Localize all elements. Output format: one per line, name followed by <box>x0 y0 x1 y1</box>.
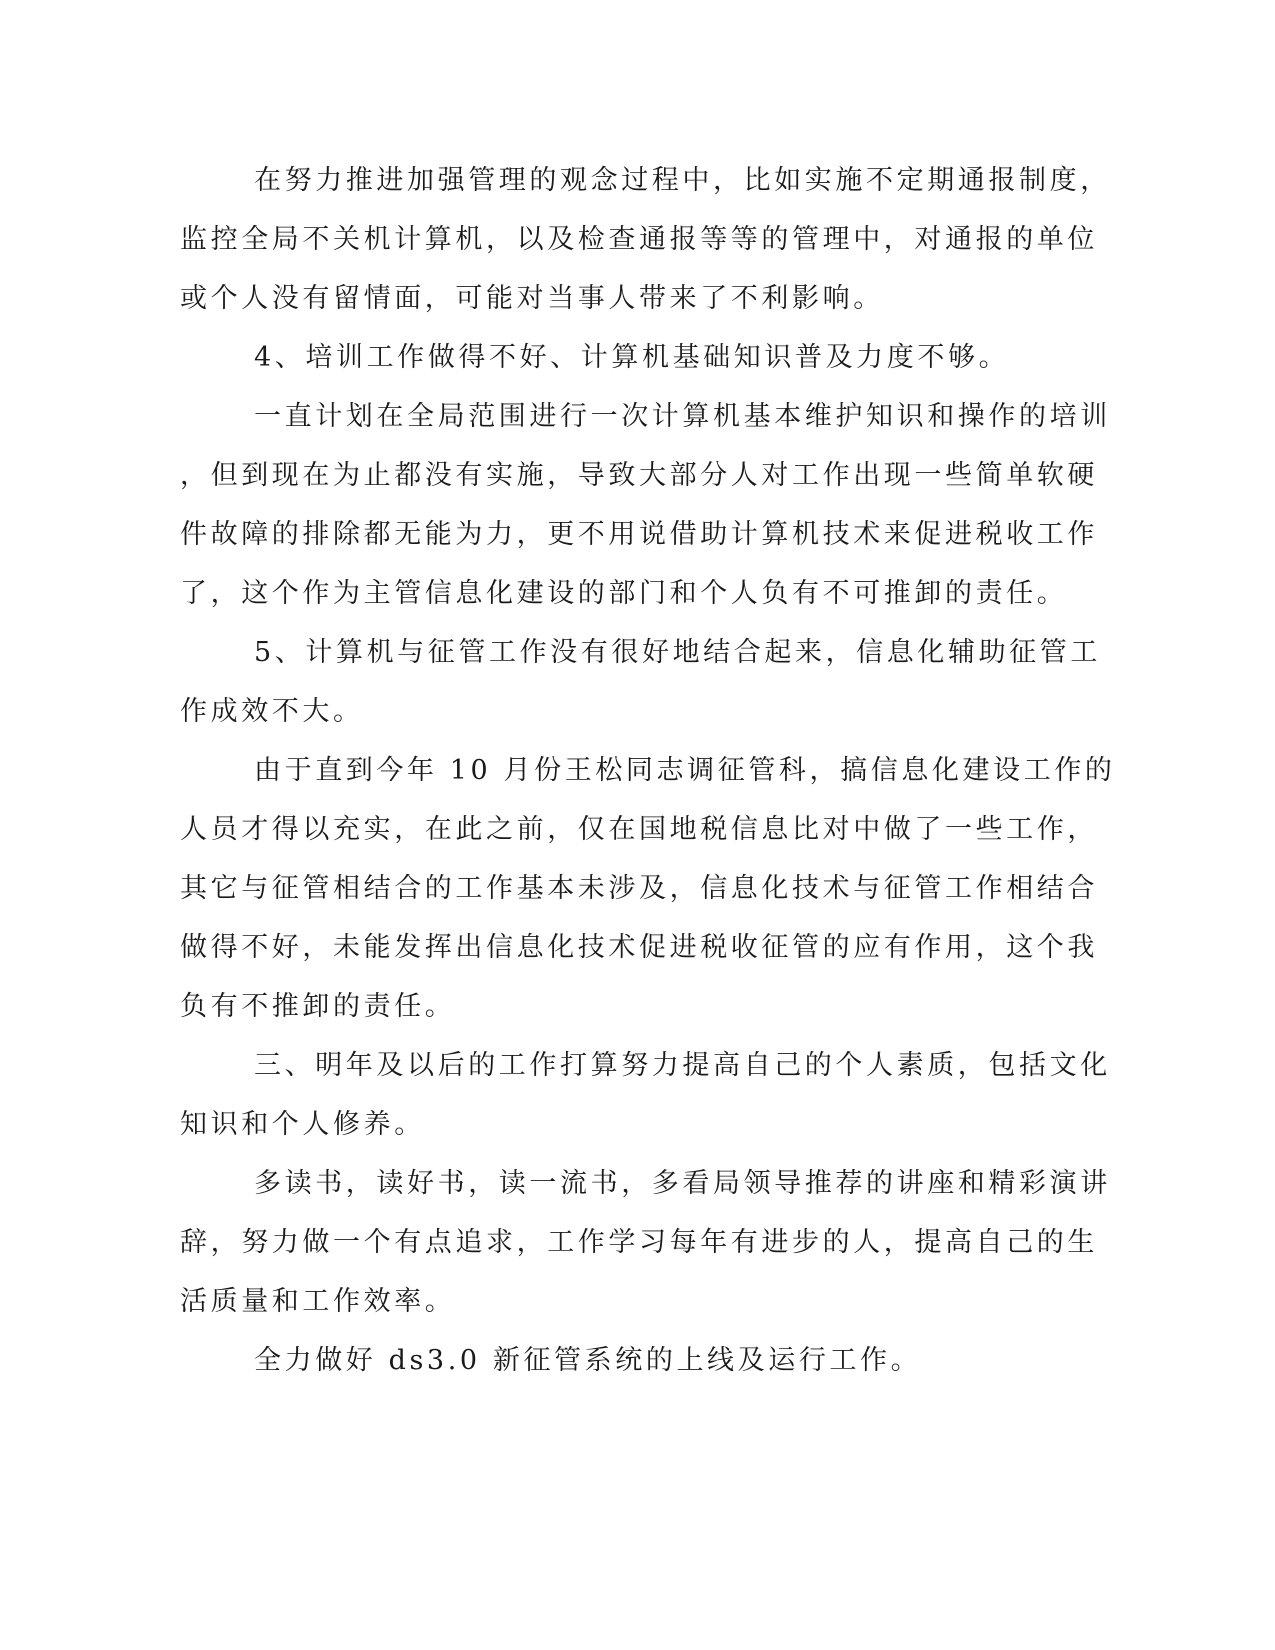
paragraph-5-line-3: 其它与征管相结合的工作基本未涉及，信息化技术与征管工作相结合 <box>180 873 1098 904</box>
paragraph-1-line-1: 在努力推进加强管理的观念过程中，比如实施不定期通报制度， <box>254 165 1111 196</box>
paragraph-5-line-2: 人员才得以充实，在此之前，仅在国地税信息比对中做了一些工作， <box>180 814 1098 845</box>
paragraph-1-line-3: 或个人没有留情面，可能对当事人带来了不利影响。 <box>180 283 884 314</box>
paragraph-5-line-1: 由于直到今年 10 月份王松同志调征管科，搞信息化建设工作的 <box>254 755 1116 786</box>
paragraph-7-line-3: 活质量和工作效率。 <box>180 1286 456 1317</box>
paragraph-7-line-2: 辞，努力做一个有点追求，工作学习每年有进步的人，提高自己的生 <box>180 1227 1098 1258</box>
paragraph-6-line-2: 知识和个人修养。 <box>180 1109 425 1140</box>
paragraph-6-line-1: 三、明年及以后的工作打算努力提高自己的个人素质，包括文化 <box>254 1050 1111 1081</box>
paragraph-3-line-3: 件故障的排除都无能为力，更不用说借助计算机技术来促进税收工作 <box>180 519 1098 550</box>
paragraph-5-line-5: 负有不推卸的责任。 <box>180 991 456 1022</box>
paragraph-7-line-1: 多读书，读好书，读一流书，多看局领导推荐的讲座和精彩演讲 <box>254 1168 1111 1199</box>
paragraph-8-line-1: 全力做好 ds3.0 新征管系统的上线及运行工作。 <box>254 1345 922 1376</box>
paragraph-3-line-4: 了，这个作为主管信息化建设的部门和个人负有不可推卸的责任。 <box>180 578 1068 609</box>
paragraph-3-line-1: 一直计划在全局范围进行一次计算机基本维护知识和操作的培训 <box>254 401 1111 432</box>
paragraph-5-line-4: 做得不好，未能发挥出信息化技术促进税收征管的应有作用，这个我 <box>180 932 1098 963</box>
paragraph-3-line-2: ，但到现在为止都没有实施，导致大部分人对工作出现一些简单软硬 <box>180 460 1098 491</box>
paragraph-4-line-1: 5、计算机与征管工作没有很好地结合起来，信息化辅助征管工 <box>254 637 1101 668</box>
paragraph-1-line-2: 监控全局不关机计算机，以及检查通报等等的管理中，对通报的单位 <box>180 224 1098 255</box>
paragraph-2-line-1: 4、培训工作做得不好、计算机基础知识普及力度不够。 <box>254 342 1010 373</box>
paragraph-4-line-2: 作成效不大。 <box>180 696 364 727</box>
